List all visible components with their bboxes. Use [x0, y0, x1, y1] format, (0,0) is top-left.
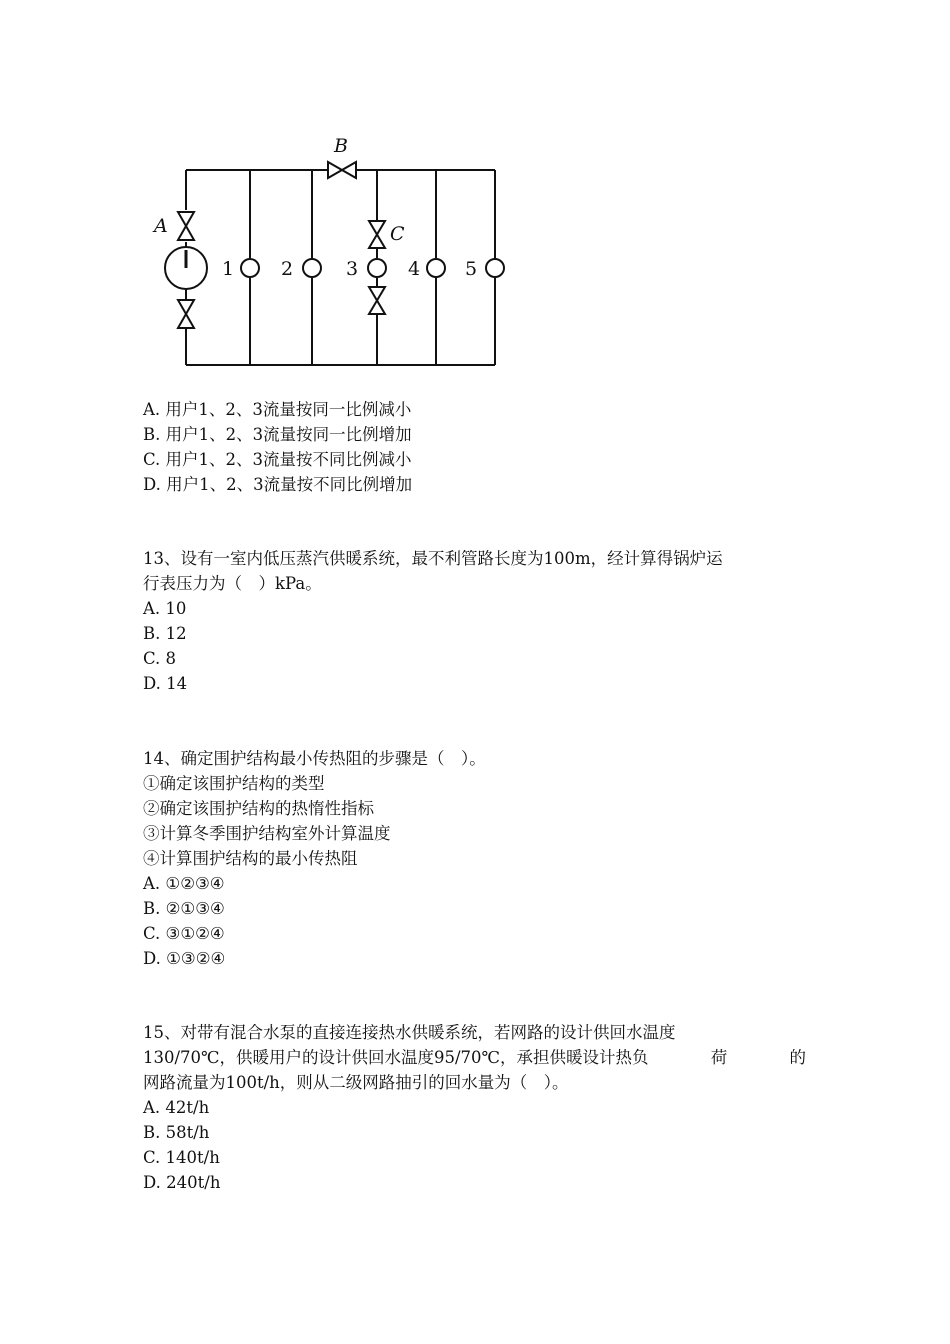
- valve-a-icon: [178, 212, 194, 240]
- label-user-5: 5: [465, 258, 478, 280]
- q15-option-d: D. 240t/h: [143, 1173, 221, 1192]
- q13-option-d: D. 14: [143, 674, 188, 693]
- q13: [143, 546, 813, 696]
- q12-options: [143, 397, 813, 497]
- q14-step-4: ④计算围护结构的最小传热阻: [143, 849, 358, 868]
- valve-branch3-return-icon: [369, 287, 385, 314]
- q15-option-a: A. 42t/h: [143, 1098, 210, 1117]
- q15-stem-line-1: [143, 1020, 806, 1045]
- q12-option-c: C. 用户1、2、3流量按不同比例减小: [143, 450, 412, 469]
- q12-option-a: A. 用户1、2、3流量按同一比例减小: [143, 400, 412, 419]
- q14-step-1: ①确定该围护结构的类型: [143, 774, 325, 793]
- label-user-1: 1: [222, 258, 235, 280]
- q13-stem-line-1: 13、设有一室内低压蒸汽供暖系统，最不利管路长度为100m，经计算得锅炉运: [143, 549, 723, 568]
- q12-option-d: D. 用户1、2、3流量按不同比例增加: [143, 475, 413, 494]
- q12-option-b: B. 用户1、2、3流量按同一比例增加: [143, 425, 412, 444]
- label-user-4: 4: [408, 258, 421, 280]
- user-1-icon: [241, 259, 259, 277]
- q14-option-b: B. ②①③④: [143, 899, 225, 918]
- q14-option-d: D. ①③②④: [143, 949, 226, 968]
- q13-option-a: A. 10: [143, 599, 187, 618]
- valve-source-return-icon: [178, 300, 194, 328]
- q14-step-3: ③计算冬季围护结构室外计算温度: [143, 824, 391, 843]
- label-valve-c: C: [390, 223, 405, 245]
- q14-step-2: ②确定该围护结构的热惰性指标: [143, 799, 374, 818]
- label-user-2: 2: [281, 258, 294, 280]
- q15-stem-line-2: [143, 1045, 806, 1070]
- q15-option-b: B. 58t/h: [143, 1123, 210, 1142]
- q13-option-c: C. 8: [143, 649, 177, 668]
- q15-stem-line-2-part-3: 的: [789, 1048, 806, 1067]
- pipe-network-diagram: [150, 130, 530, 375]
- user-2-icon: [303, 259, 321, 277]
- q15-stem-line-3: 网路流量为100t/h，则从二级网路抽引的回水量为（ ）。: [143, 1073, 569, 1092]
- q13-option-b: B. 12: [143, 624, 187, 643]
- valve-c-icon: [369, 221, 385, 248]
- q14-option-c: C. ③①②④: [143, 924, 225, 943]
- user-5-icon: [486, 259, 504, 277]
- user-3-icon: [368, 259, 386, 277]
- label-user-3: 3: [346, 258, 359, 280]
- q14-option-a: A. ①②③④: [143, 874, 225, 893]
- q14: [143, 746, 813, 971]
- q13-stem-line-2: 行表压力为（ ）kPa。: [143, 574, 322, 593]
- valve-b-icon: [328, 162, 356, 178]
- q15-stem-line-2-part-1: 130/70℃，供暖用户的设计供回水温度95/70℃，承担供暖设计热负: [143, 1048, 649, 1067]
- label-valve-b: B: [334, 135, 348, 157]
- q15-stem-line-1-text: 15、对带有混合水泵的直接连接热水供暖系统，若网路的设计供回水温度: [143, 1023, 676, 1042]
- user-4-icon: [427, 259, 445, 277]
- q15-option-c: C. 140t/h: [143, 1148, 220, 1167]
- q15-stem-line-2-part-2: 荷: [710, 1048, 728, 1067]
- pipe-network-svg: [150, 130, 530, 375]
- q14-stem: 14、确定围护结构最小传热阻的步骤是（ ）。: [143, 749, 486, 768]
- q15: [143, 1020, 806, 1195]
- label-valve-a: A: [154, 215, 168, 237]
